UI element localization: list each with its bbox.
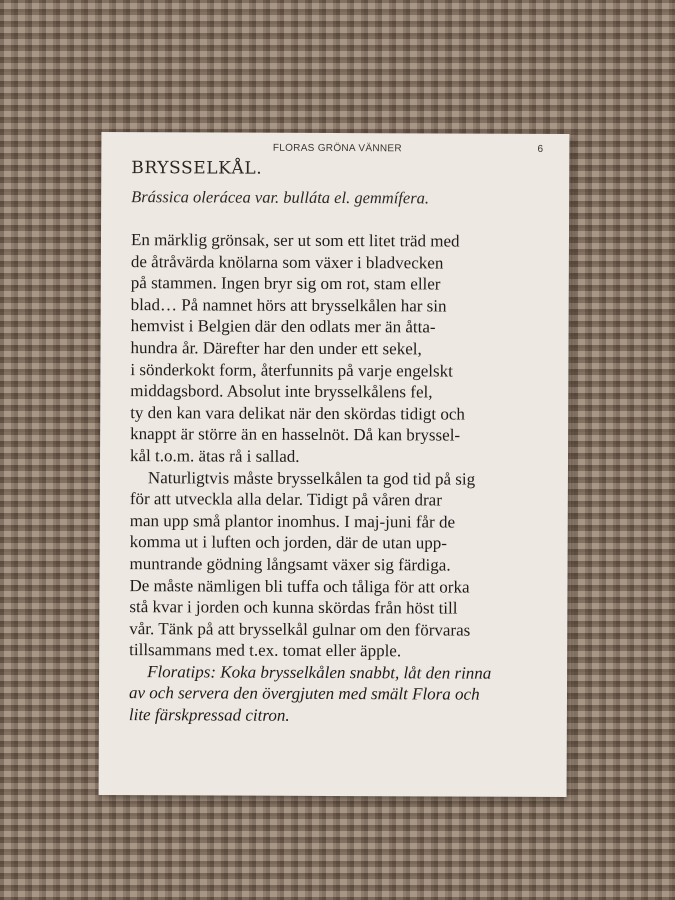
text-line: i sönderkokt form, återfunnits på varje engelskt (130, 359, 453, 381)
page-number: 6 (537, 143, 544, 155)
text-line: man upp små plantor inomhus. I maj-juni får de (129, 510, 456, 532)
text-line: stå kvar i jorden och kunna skördas från höst till (129, 597, 458, 618)
text-line: tillsammans med t.ex. tomat eller äpple. (129, 640, 402, 661)
recipe-card (99, 132, 570, 797)
card-title: BRYSSELKÅL. (131, 158, 263, 179)
paragraph-2 (129, 467, 550, 663)
text-line: de åtråvärda knölarna som växer i bladvecken (130, 251, 444, 273)
text-line: hundra år. Därefter har den under ett sekel, (130, 338, 422, 359)
text-line: ty den kan vara delikat när den skördas tidigt och (130, 402, 465, 424)
floratips (129, 661, 549, 728)
text-line: av och servera den övergjuten med smält Flora och (128, 683, 480, 705)
text-line: kål t.o.m. ätas rå i sallad. (129, 446, 300, 466)
latin-name: Brássica olerácea var. bulláta el. gemmífera. (131, 187, 430, 208)
text-line: på stammen. Ingen bryr sig om rot, stam eller (130, 273, 441, 294)
paragraph-1 (130, 229, 551, 468)
card-body (129, 229, 551, 727)
text-line: De måste nämligen bli tuffa och tåliga för att orka (129, 575, 470, 597)
text-line: Floratips: Koka brysselkålen snabbt, låt den rinna (147, 662, 492, 683)
text-line: lite färskpressad citron. (128, 705, 290, 725)
text-line: blad… På namnet hörs att brysselkålen har sin (130, 294, 447, 316)
text-line: för att utveckla alla delar. Tidigt på våren drar (129, 489, 442, 510)
text-line: knappt är större än en hasselnöt. Då kan bryssel- (130, 424, 461, 445)
text-line: Naturligtvis måste brysselkålen ta god tid på sig (147, 467, 476, 489)
series-title: FLORAS GRÖNA VÄNNER (272, 142, 402, 155)
text-line: En märklig grönsak, ser ut som ett litet träd med (130, 230, 460, 251)
text-line: middagsbord. Absolut inte brysselkålens fel, (130, 381, 433, 402)
text-line: hemvist i Belgien där den odlats mer än åtta- (130, 316, 436, 337)
text-line: muntrande gödning långsamt växer sig färdiga. (129, 554, 451, 575)
card-header (131, 142, 543, 158)
text-line: komma ut i luften och jorden, där de utan upp- (129, 532, 447, 553)
text-line: vår. Tänk på att brysselkål gulnar om den förvaras (129, 618, 471, 640)
